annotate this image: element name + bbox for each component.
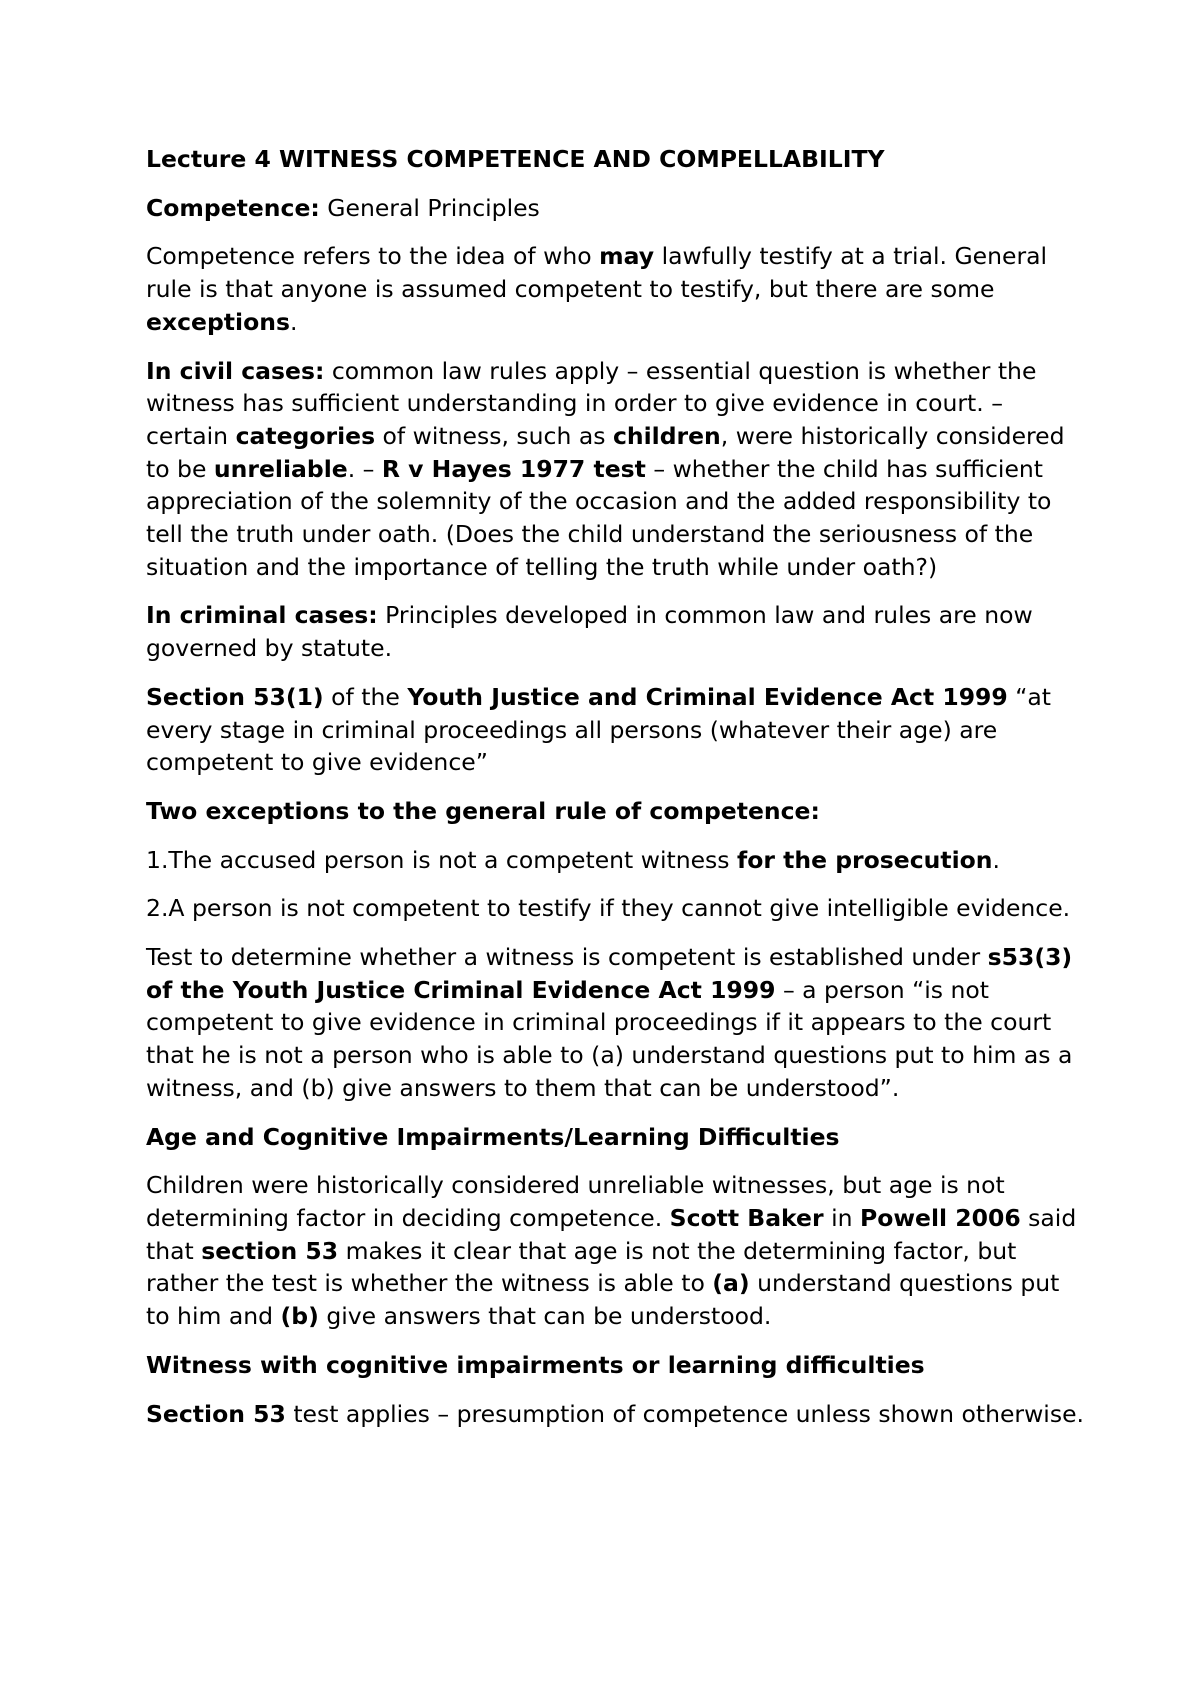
section-53-1-paragraph: Section 53(1) of the Youth Justice and Criminal Evidence Act 1999 “at every stage in criminal proceedings all persons (whatever their age) are competent to give evidence” — [146, 682, 1052, 777]
exception-1-paragraph: 1.The accused person is not a competent witness for the prosecution. — [146, 845, 1001, 874]
section-53-test-paragraph: Section 53 test applies – presumption of competence unless shown otherwise. — [146, 1399, 1085, 1428]
exception-2-paragraph: 2.A person is not competent to testify if they cannot give intelligible evidence. — [146, 894, 1071, 923]
document-page — [146, 143, 1086, 1446]
two-exceptions-heading: Two exceptions to the general rule of competence: — [146, 796, 820, 825]
age-cognitive-heading: Age and Cognitive Impairments/Learning Difficulties — [146, 1122, 840, 1151]
witness-impairments-heading: Witness with cognitive impairments or learning difficulties — [146, 1350, 925, 1379]
competence-definition-paragraph: Competence refers to the idea of who may lawfully testify at a trial. General rule is that anyone is assumed competent to testify, but there are some exceptions. — [146, 242, 1048, 336]
age-paragraph: Children were historically considered unreliable witnesses, but age is not determining factor in deciding competence. Scott Baker in Powell 2006 said that section 53 makes it clear that age is not the determining factor, but rather the test is whether the witness is able to (a) understand questions put to him and (b) give answers that can be understood. — [146, 1171, 1077, 1331]
lecture-title: Lecture 4 WITNESS COMPETENCE AND COMPELLABILITY — [146, 145, 885, 173]
competence-heading: Competence: General Principles — [146, 193, 540, 222]
competence-test-paragraph: Test to determine whether a witness is competent is established under s53(3) of the Youth Justice Criminal Evidence Act 1999 – a person “is not competent to give evidence in criminal proceedings if it appears to the court that he is not a person who is able to (a) understand questions put to him as a witness, and (b) give answers to them that can be understood”. — [146, 943, 1073, 1102]
civil-cases-paragraph: In civil cases: common law rules apply – essential question is whether the witness has sufficient understanding in order to give evidence in court. – certain categories of witness, such as children, were historically considered to be unreliable. – R v Hayes 1977 test – whether the child has sufficient appreciation of the solemnity of the occasion and the added responsibility to tell the truth under oath. (Does the child understand the seriousness of the situation and the importance of telling the truth while under oath?) — [146, 356, 1065, 581]
criminal-cases-paragraph: In criminal cases: Principles developed in common law and rules are now governed by statute. — [146, 601, 1033, 663]
